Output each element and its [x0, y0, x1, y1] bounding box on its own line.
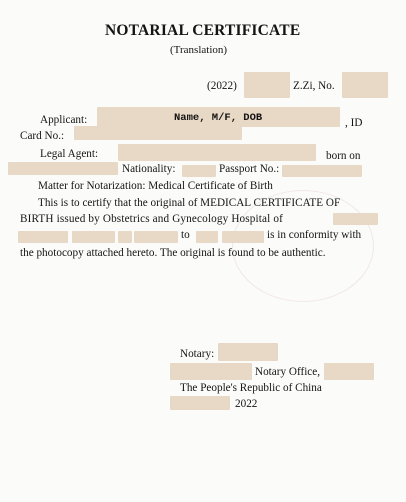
redacted-notary-name	[218, 343, 278, 361]
redacted-field-f	[222, 231, 264, 243]
redacted-birth-date	[8, 162, 118, 175]
redacted-reference-number	[342, 72, 388, 98]
card-number-label: Card No.:	[20, 130, 65, 142]
redacted-field-d	[134, 231, 178, 243]
reference-label: Z.Zi, No.	[293, 80, 335, 92]
redacted-passport	[282, 165, 362, 177]
born-on-label: born on	[326, 150, 361, 162]
redacted-reference-code	[244, 72, 290, 98]
conformity-text: is in conformity with	[267, 229, 362, 241]
notary-label: Notary:	[180, 348, 215, 360]
passport-label: Passport No.:	[219, 163, 280, 175]
redacted-hospital-location	[333, 213, 378, 225]
id-label: , ID	[345, 117, 363, 129]
matter-line: Matter for Notarization: Medical Certificate of Birth	[38, 180, 273, 192]
legal-agent-label: Legal Agent:	[40, 148, 99, 160]
to-word: to	[181, 229, 190, 241]
redacted-field-a	[18, 231, 68, 243]
redacted-sign-date	[170, 396, 230, 410]
redacted-notary-office-city	[170, 363, 252, 380]
redacted-nationality	[182, 165, 216, 177]
redacted-legal-agent	[118, 144, 316, 161]
redacted-field-c	[118, 231, 132, 243]
redacted-field-b	[72, 231, 115, 243]
country-label: The People's Republic of China	[180, 382, 322, 394]
notary-office-label: Notary Office,	[255, 366, 321, 378]
applicant-label: Applicant:	[40, 114, 88, 126]
body-line-4: the photocopy attached hereto. The original is found to be authentic.	[20, 247, 326, 259]
applicant-placeholder: Name, M/F, DOB	[174, 112, 263, 124]
document-title: NOTARIAL CERTIFICATE	[105, 22, 301, 39]
redacted-card-number	[74, 126, 242, 140]
reference-year: (2022)	[207, 80, 237, 92]
sign-year: 2022	[235, 398, 258, 410]
body-line-1: This is to certify that the original of MEDICAL CERTIFICATE OF	[38, 197, 341, 209]
document-subtitle: (Translation)	[170, 44, 228, 56]
redacted-field-e	[196, 231, 218, 243]
body-line-2: BIRTH issued by Obstetrics and Gynecology Hospital of	[20, 213, 283, 225]
redacted-notary-office-district	[324, 363, 374, 380]
nationality-label: Nationality:	[122, 163, 176, 175]
